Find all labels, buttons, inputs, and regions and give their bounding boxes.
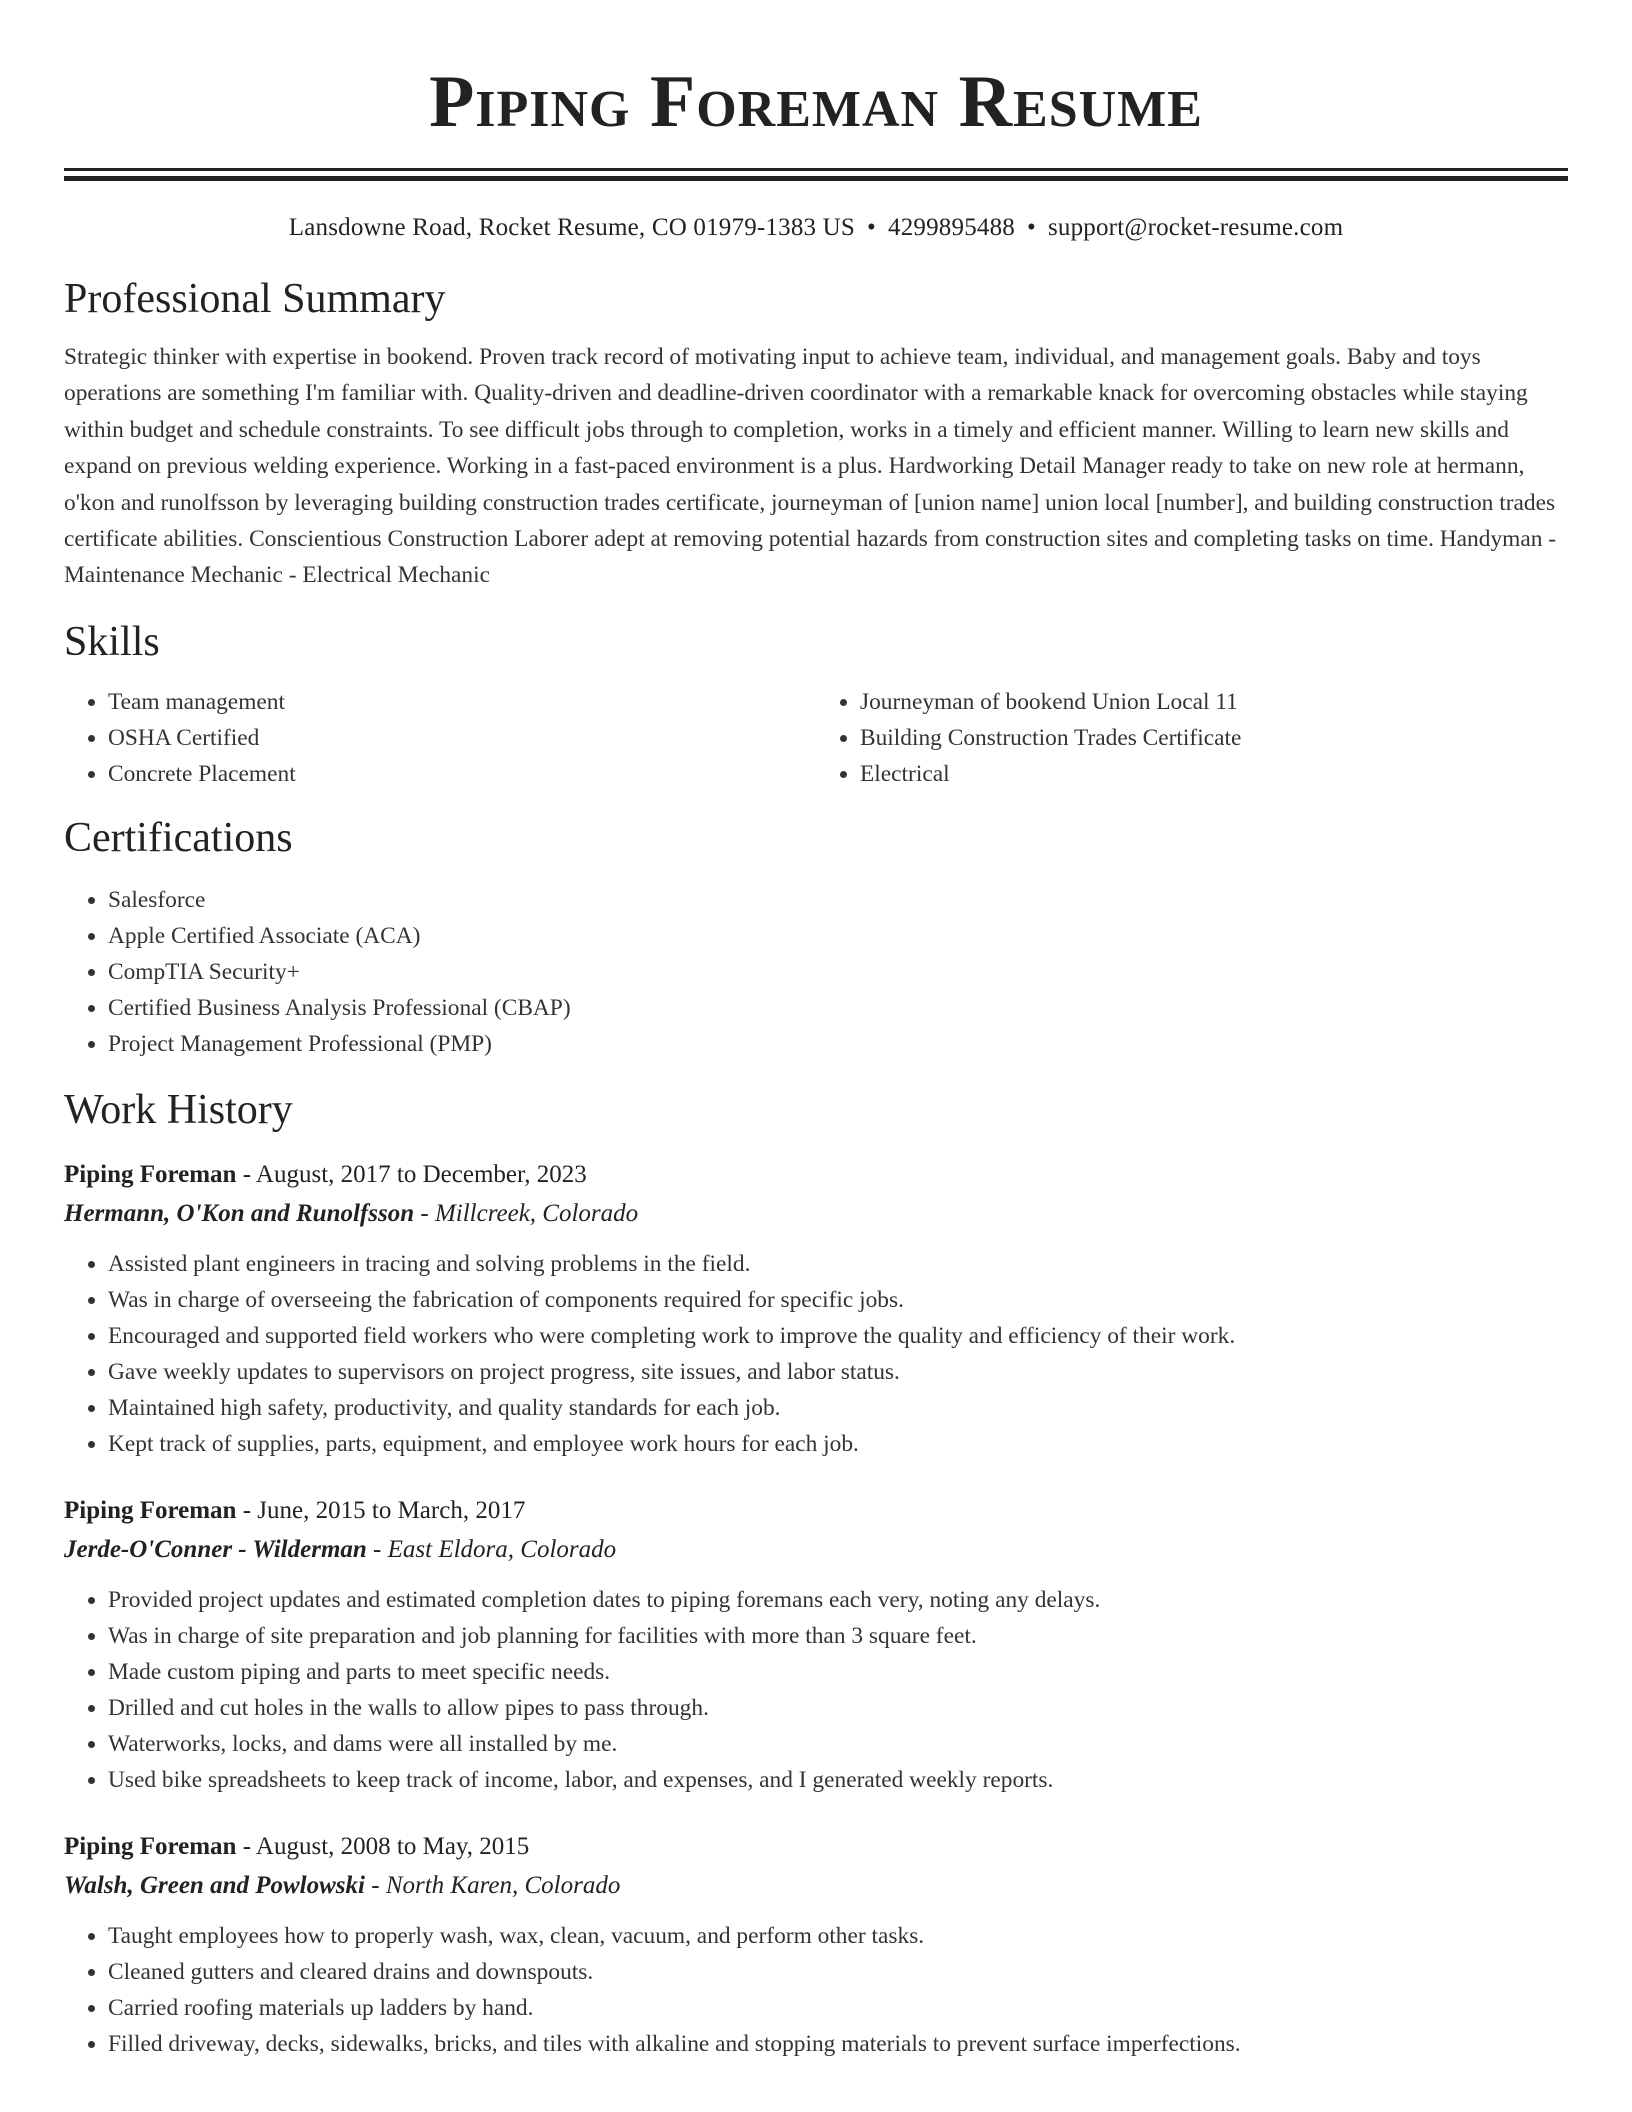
certifications-list xyxy=(64,882,1568,1062)
job-bullet: • Taught employees how to properly wash, wax, clean, vacuum, and perform other tasks. xyxy=(108,1918,1568,1954)
job-bullet: • Maintained high safety, productivity, and quality standards for each job. xyxy=(108,1390,1568,1426)
contact-line xyxy=(64,211,1568,245)
company-name: Hermann, O'Kon and Runolfsson xyxy=(64,1199,415,1227)
job-title-line xyxy=(64,1156,1568,1194)
job-dash: - xyxy=(236,1496,258,1524)
company-dash: - xyxy=(364,1871,386,1899)
job-bullet: • Was in charge of overseeing the fabrication of components required for specific jobs. xyxy=(108,1282,1568,1318)
job-entry xyxy=(64,1828,1568,2062)
job-bullets xyxy=(64,1918,1568,2062)
job-bullet: • Encouraged and supported field workers who were completing work to improve the quality and efficiency of their work. xyxy=(108,1318,1568,1354)
title-divider xyxy=(64,168,1568,181)
job-bullet: • Filled driveway, decks, sidewalks, bricks, and tiles with alkaline and stopping materials to prevent surface imperfections. xyxy=(108,2026,1568,2062)
skills-left-list xyxy=(64,684,816,792)
job-entry xyxy=(64,1156,1568,1462)
skill-item: • Team management xyxy=(108,684,816,720)
job-bullet: • Drilled and cut holes in the walls to allow pipes to pass through. xyxy=(108,1690,1568,1726)
resume-page xyxy=(64,0,1568,2062)
job-bullets xyxy=(64,1246,1568,1462)
skills-right-list xyxy=(816,684,1568,792)
job-title: Piping Foreman xyxy=(64,1832,237,1860)
job-bullet: • Provided project updates and estimated completion dates to piping foremans each very, noting any delays. xyxy=(108,1582,1568,1618)
job-bullet: • Made custom piping and parts to meet specific needs. xyxy=(108,1654,1568,1690)
skills-columns xyxy=(64,684,1568,792)
job-dash: - xyxy=(236,1832,256,1860)
job-title-line xyxy=(64,1492,1568,1530)
job-bullets xyxy=(64,1582,1568,1798)
work-history-heading: Work History xyxy=(64,1086,293,1133)
skill-item: • Journeyman of bookend Union Local 11 xyxy=(860,684,1568,720)
certification-item: • Salesforce xyxy=(108,882,1568,918)
certification-item: • Apple Certified Associate (ACA) xyxy=(108,918,1568,954)
company-name: Jerde-O'Conner - Wilderman xyxy=(64,1535,367,1563)
company-name: Walsh, Green and Powlowski xyxy=(64,1871,365,1899)
contact-email: support@rocket-resume.com xyxy=(1047,214,1344,241)
company-location: North Karen, Colorado xyxy=(385,1871,621,1899)
company-line xyxy=(64,1866,1568,1906)
contact-address: Lansdowne Road, Rocket Resume, CO 01979-1383 US xyxy=(288,214,856,241)
company-line xyxy=(64,1530,1568,1570)
company-location: Millcreek, Colorado xyxy=(434,1199,639,1227)
skill-item: • Concrete Placement xyxy=(108,756,816,792)
certifications-heading: Certifications xyxy=(64,814,293,861)
resume-title: Piping Foreman Resume xyxy=(429,61,1203,143)
job-bullet: • Cleaned gutters and cleared drains and downspouts. xyxy=(108,1954,1568,1990)
job-bullet: • Waterworks, locks, and dams were all installed by me. xyxy=(108,1726,1568,1762)
company-dash: - xyxy=(414,1199,435,1227)
job-entry xyxy=(64,1492,1568,1798)
job-title: Piping Foreman xyxy=(64,1496,237,1524)
company-line xyxy=(64,1194,1568,1234)
contact-separator: • xyxy=(1027,214,1036,241)
company-location: East Eldora, Colorado xyxy=(387,1535,617,1563)
company-dash: - xyxy=(366,1535,388,1563)
summary-text: Strategic thinker with expertise in bookend. Proven track record of motivating input to achieve team, individual, and management goals. Baby and toys operations are something I'm familiar with. Quality-driven and deadline-driven coordinator with a remarkable knack for overcoming obstacles while staying within budget and schedule constraints. To see difficult jobs through to completion, works in a timely and efficient manner. Willing to learn new skills and expand on previous welding experience. Working in a fast-paced environment is a plus. Hardworking Detail Manager ready to take on new role at hermann, o'kon and runolfsson by leveraging building construction trades certificate, journeyman of [union name] union local [number], and building construction trades certificate abilities. Conscientious Construction Laborer adept at removing potential hazards from construction sites and completing tasks on time. Handyman - Maintenance Mechanic - Electrical Mechanic xyxy=(64,344,1557,589)
job-bullet: • Was in charge of site preparation and job planning for facilities with more than 3 square feet. xyxy=(108,1618,1568,1654)
job-title: Piping Foreman xyxy=(64,1160,237,1188)
contact-separator: • xyxy=(867,214,876,241)
skill-item: • OSHA Certified xyxy=(108,720,816,756)
job-bullet: • Carried roofing materials up ladders by hand. xyxy=(108,1990,1568,2026)
job-title-line xyxy=(64,1828,1568,1866)
job-dates: June, 2015 to March, 2017 xyxy=(257,1496,526,1524)
summary-heading: Professional Summary xyxy=(64,276,446,322)
job-dates: August, 2008 to May, 2015 xyxy=(255,1832,530,1860)
contact-phone: 4299895488 xyxy=(888,214,1015,241)
skill-item: • Building Construction Trades Certificate xyxy=(860,720,1568,756)
job-bullet: • Assisted plant engineers in tracing and solving problems in the field. xyxy=(108,1246,1568,1282)
job-dash: - xyxy=(236,1160,256,1188)
job-bullet: • Gave weekly updates to supervisors on project progress, site issues, and labor status. xyxy=(108,1354,1568,1390)
certification-item: • Certified Business Analysis Professional (CBAP) xyxy=(108,990,1568,1026)
job-bullet: • Kept track of supplies, parts, equipment, and employee work hours for each job. xyxy=(108,1426,1568,1462)
skill-item: • Electrical xyxy=(860,756,1568,792)
job-bullet: • Used bike spreadsheets to keep track of income, labor, and expenses, and I generated weekly reports. xyxy=(108,1762,1568,1798)
job-dates: August, 2017 to December, 2023 xyxy=(255,1160,587,1188)
certification-item: • Project Management Professional (PMP) xyxy=(108,1026,1568,1062)
skills-heading: Skills xyxy=(64,618,160,665)
certification-item: • CompTIA Security+ xyxy=(108,954,1568,990)
